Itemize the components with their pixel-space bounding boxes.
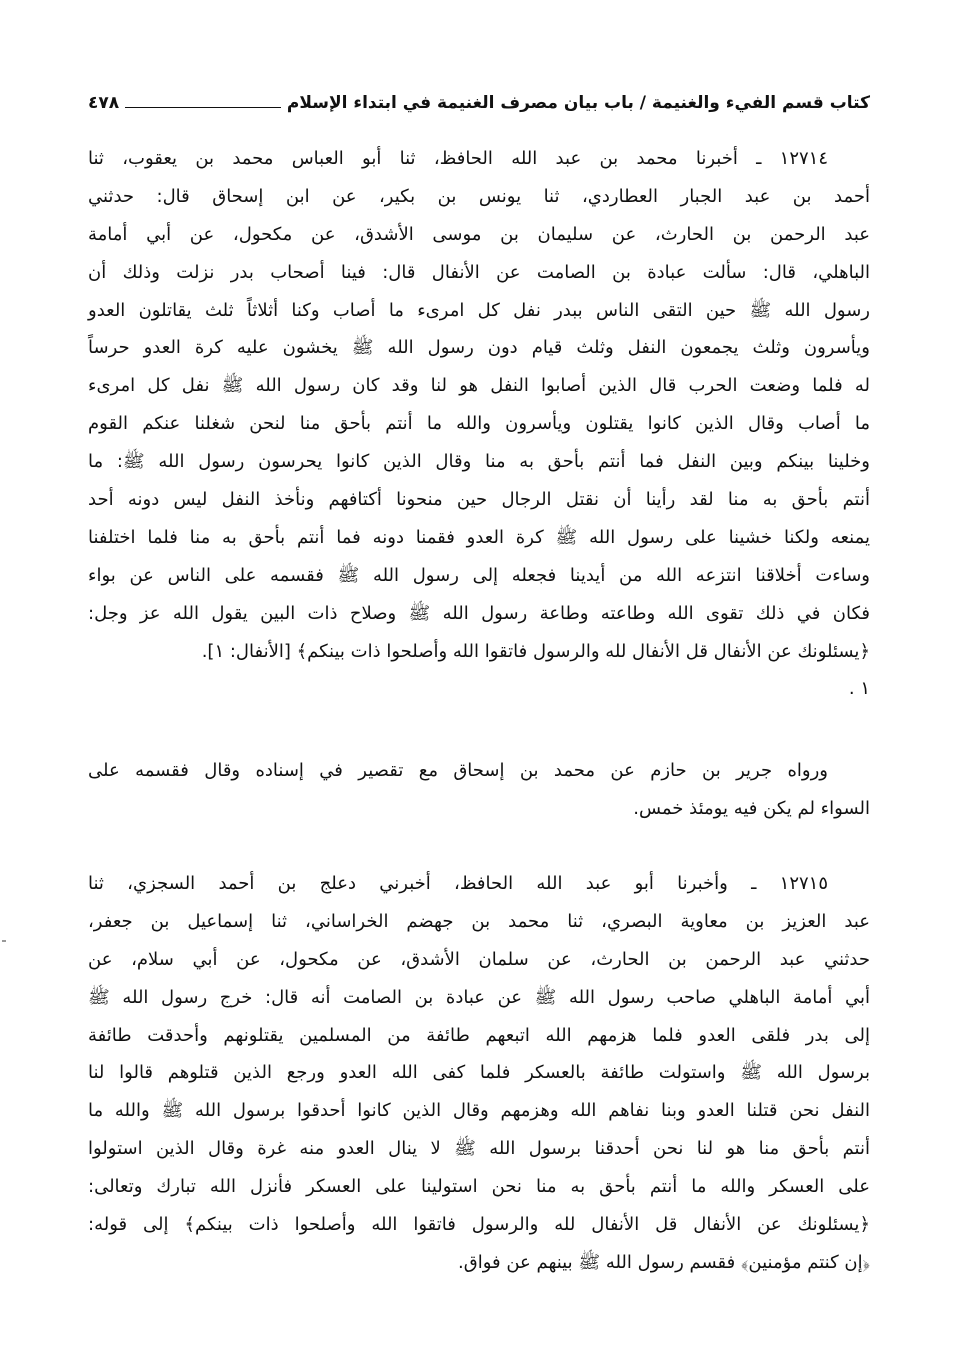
text-line: حدثني عبد الرحمن بن الحارث، عن سلمان الأشدق، عن مكحول، عن أبي سلام، عن [88, 948, 870, 970]
text-line: ١٢٧١٤ ـ أخبرنا محمد بن عبد الله الحافظ، ثنا أبو العباس محمد بن يعقوب، ثنا [88, 148, 828, 169]
text-line: رسول الله ﷺ حين التقى الناس ببدر نفل كل امرىء ما أصاب وكنا أثلاثاً ثلث يقاتلون العدو [88, 299, 870, 321]
text-line: عبد العزيز بن معاوية البصري، ثنا محمد بن جهضم الخراساني، ثنا إسماعيل بن جعفر، [88, 910, 870, 932]
text-line: السواء لم يكن فيه يومئذ خمس. [633, 797, 870, 819]
text-line: ١ . [848, 678, 870, 700]
text-line: فكان في ذلك تقوى الله وطاعته وطاعة رسول الله ﷺ وصلاح ذات البين يقول الله عز وجل: [88, 602, 870, 624]
text-line: عبد الرحمن بن الحارث، عن سليمان بن موسى الأشدق، عن مكحول، عن أبي أمامة [88, 223, 870, 245]
text-line: أنتم بأحق به منا لقد رأينا أن نقتل الرجال حين منحونا أكتافهم ونأخذ النفل ليس دونه أحد [88, 489, 870, 511]
text-line: له فلما وضعت الحرب قال الذين أصابوا النفل هو لنا وقد كان رسول الله ﷺ نفل كل امرىء [88, 375, 870, 397]
text-line: وخلينا بينكم وبين النفل فما أنتم بأحق به منا وقال الذين كانوا يحرسون رسول الله ﷺ: ما [88, 451, 870, 473]
header-rule [125, 107, 281, 108]
text-line: أنتم بأحق منا هو لنا نحن أحدقنا برسول الله ﷺ لا ينال العدو منه غرة وقال الذين استولوا [88, 1138, 870, 1160]
text-line: ﴿إن كنتم مؤمنين﴾ فقسم رسول الله ﷺ بينهم عن فواق. [458, 1251, 870, 1273]
text-line: على العسكر والله ما أنتم بأحق به منا نحن استولينا على العسكر فأنزل الله تبارك وتعالى: [88, 1176, 870, 1198]
text-line: يمنعه ولكنا خشينا على رسول الله ﷺ كرة العدو فقمنا دونه فما أنتم بأحق به منا فلما اختلفنا [88, 526, 870, 548]
text-line: وساءت أخلاقنا انتزعه الله من أيدينا فجعله إلى رسول الله ﷺ فقسمه على الناس عن بواء [88, 564, 870, 586]
running-header [88, 88, 870, 118]
page-number: ٤٧٨ [88, 93, 120, 113]
text-line: أبي أمامة الباهلي صاحب رسول الله ﷺ عن عبادة بن الصامت أنه قال: خرج رسول الله ﷺ [88, 986, 870, 1008]
text-line: ورواه جرير بن حازم عن محمد بن إسحاق مع تقصير في إسناده وقال فقسمه على [88, 760, 828, 781]
hadith-12715 [88, 865, 870, 1282]
text-line: ﴿يسئلونك عن الأنفال قل الأنفال لله والرسول فاتقوا الله وأصلحوا ذات بينكم﴾ إلى قوله: [88, 1214, 870, 1236]
text-line: النفل نحن قتلنا العدو وبنا نفاهم الله وهزمهم وقال الذين كانوا أحدقوا برسول الله ﷺ والله ما [88, 1100, 870, 1122]
narration-note [88, 752, 870, 828]
text-line: برسول الله ﷺ واستولت طائفة بالعسكر فلما كفى الله العدو ورجع الذين قتلوهم قالوا لنا [88, 1062, 870, 1084]
text-line: ﴿يسئلونك عن الأنفال قل الأنفال لله والرسول فاتقوا الله وأصلحوا ذات بينكم﴾ [الأنفال: ١]. [201, 640, 870, 662]
text-line: الباهلي، قال: سألت عبادة بن الصامت عن الأنفال قال: فينا أصحاب بدر نزلت وذلك أن [88, 261, 870, 283]
text-line: أحمد بن عبد الجبار العطاردي، ثنا يونس بن بكير، عن ابن إسحاق قال: حدثني [88, 185, 870, 207]
text-line: ما أصاب وقال الذين كانوا يقتلون ويأسرون والله ما أنتم بأحق منا لنحن شغلنا عنكم القوم [88, 413, 870, 435]
scan-mark [2, 940, 6, 942]
text-line: إلى بدر فلقى العدو فلما هزمهم الله اتبعهم طائفة من المسلمين يقتلونهم وأحدقت طائفة [88, 1024, 870, 1046]
hadith-12714 [88, 140, 870, 708]
text-line: ١٢٧١٥ ـ وأخبرنا أبو عبد الله الحافظ، أخبرني دعلج بن أحمد السجزي، ثنا [88, 873, 828, 894]
header-title: كتاب قسم الفيء والغنيمة / باب بيان مصرف الغنيمة في ابتداء الإسلام [286, 93, 870, 113]
text-line: ويأسرون وثلث يجمعون النفل وثلث قيام دون رسول الله ﷺ يخشون عليه كرة العدو حرساً [88, 337, 870, 359]
